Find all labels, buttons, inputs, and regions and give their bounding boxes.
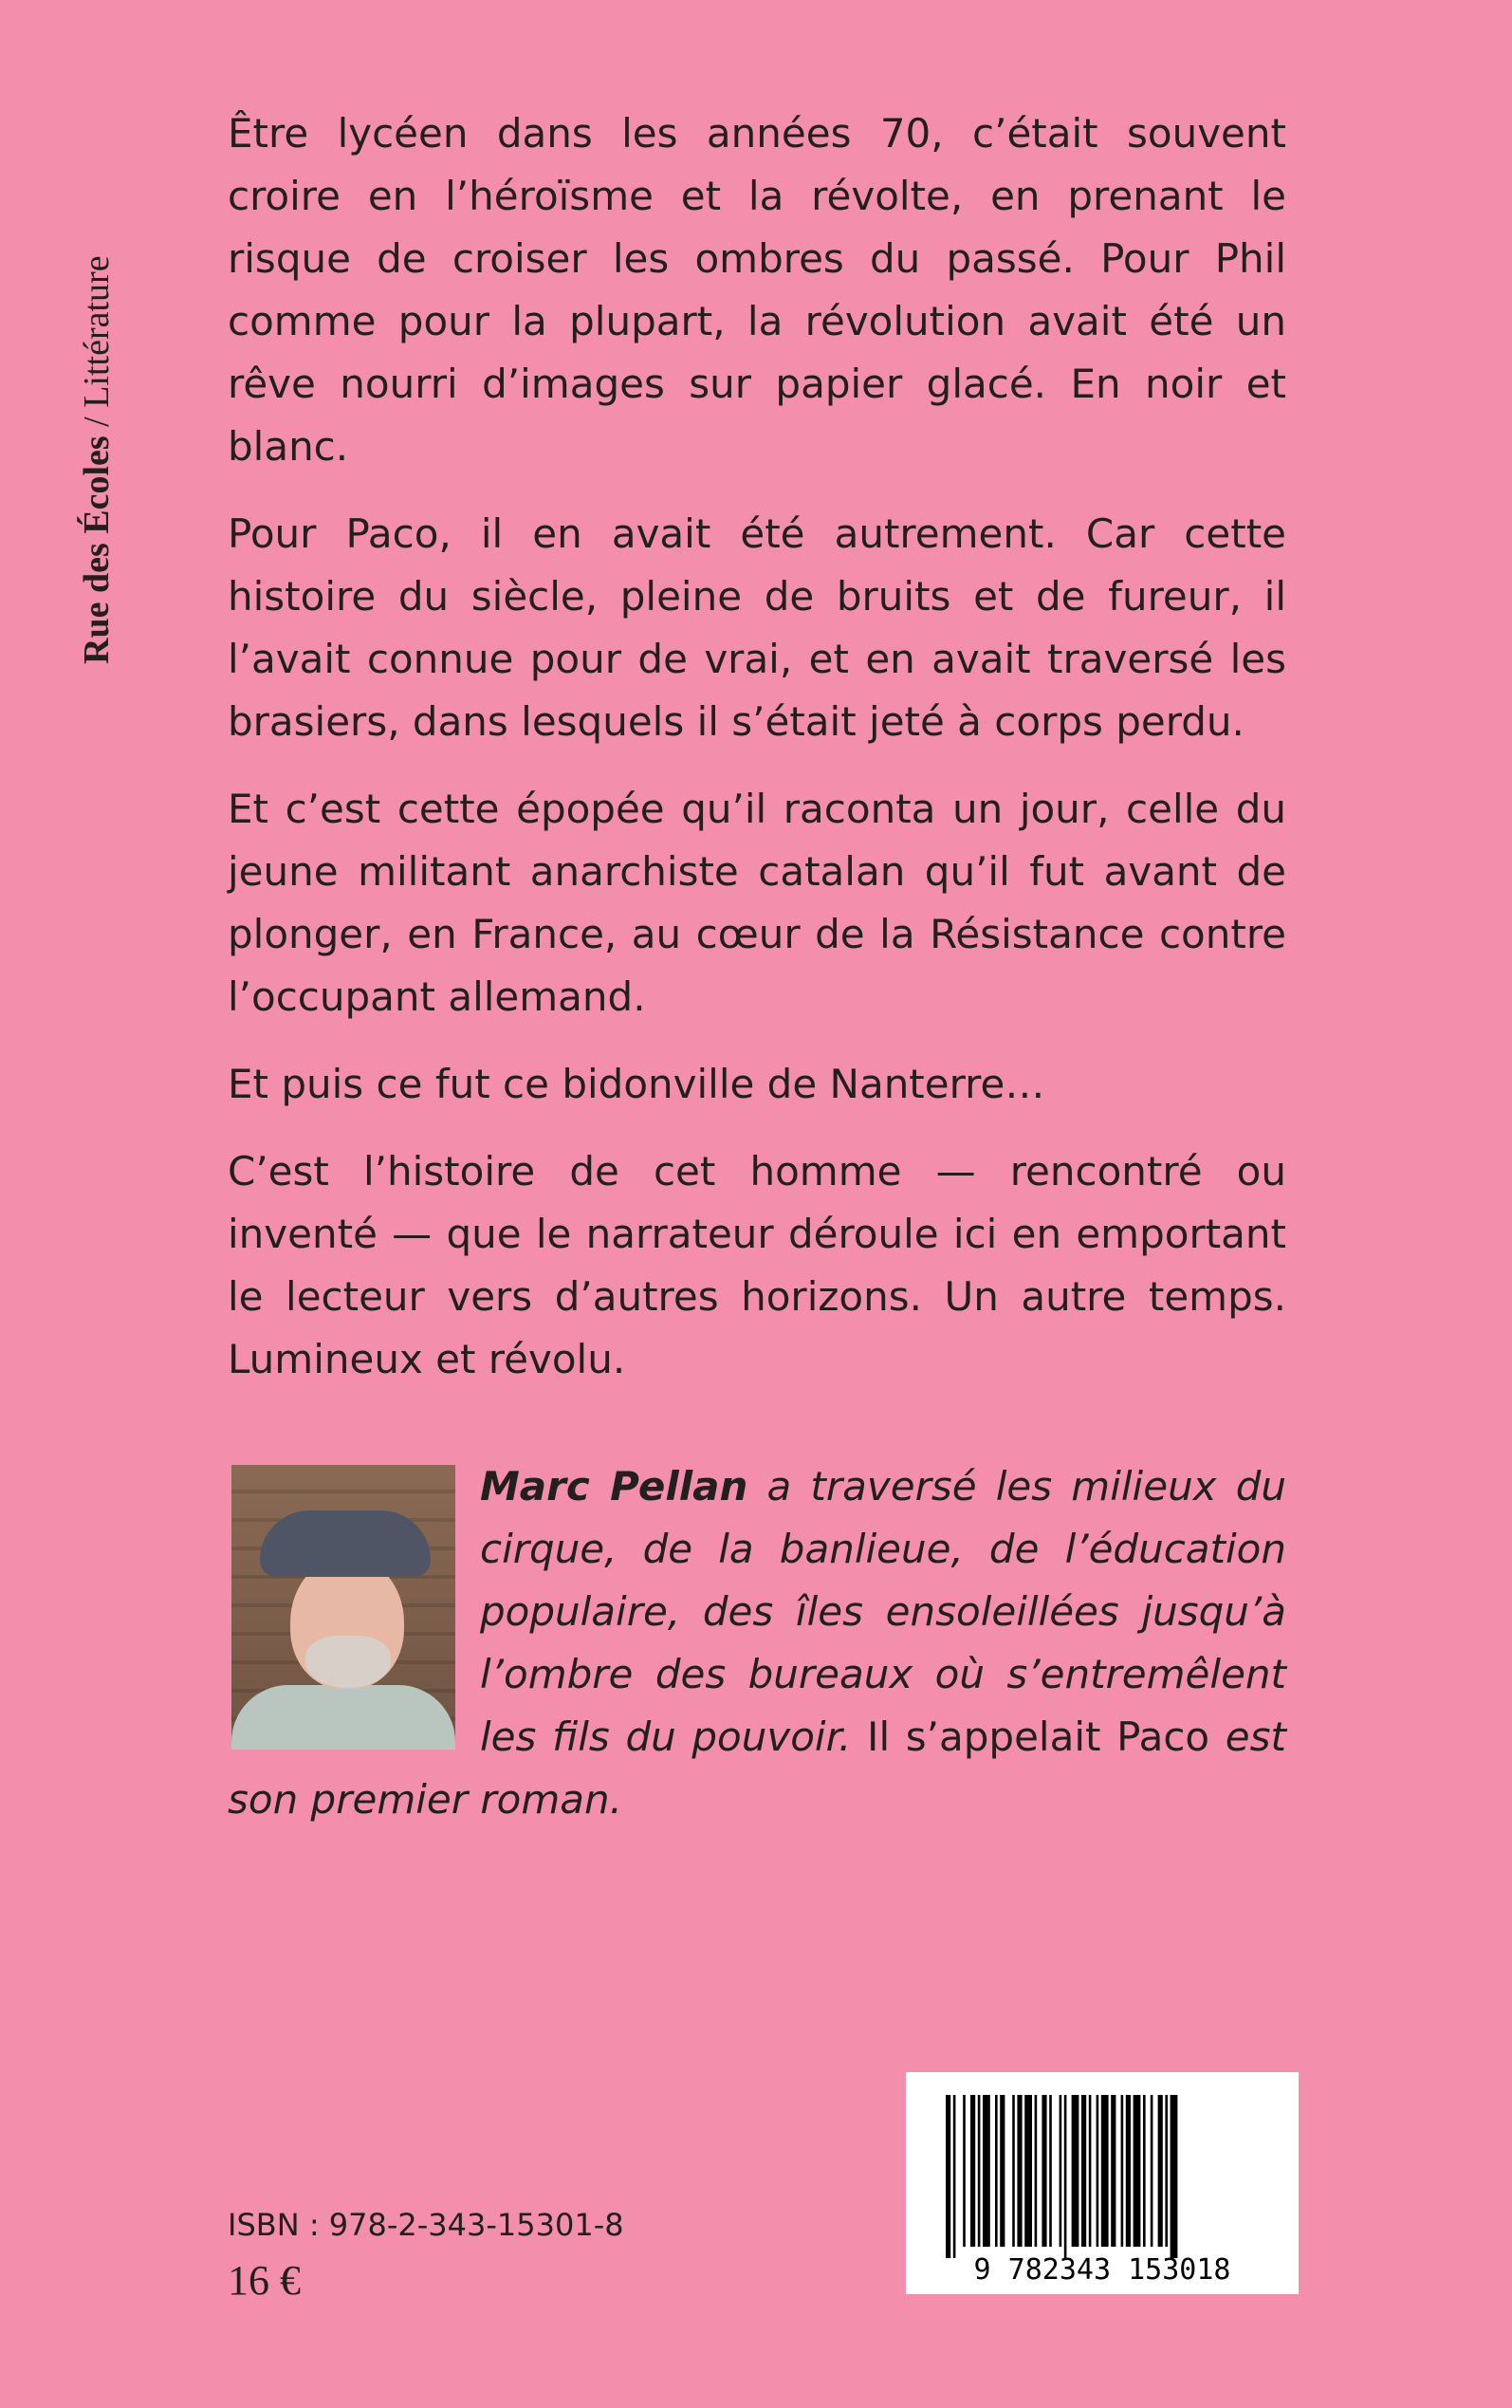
category-name: Littérature (77, 255, 117, 408)
barcode-bar (953, 2095, 956, 2258)
barcode-bar (1024, 2095, 1032, 2247)
author-bio-text: a traversé les milieux du cirque, de la banlieue, de l’éducation populaire, des îles ensoleillées jusqu’à l’ombre des bureaux où s’entremêlent les fils du pouvoir. (480, 1463, 1286, 1760)
barcode-bar (983, 2095, 990, 2247)
author-bio-closing: est son premier roman. (228, 1713, 1286, 1823)
spine-separator: / (77, 407, 117, 436)
barcode-bar (970, 2095, 975, 2247)
blurb-paragraph-5: C’est l’histoire de cet homme — rencontré ou inventé — que le narrateur déroule ici en emportant le lecteur vers d’autres horizons. Un autre temps. Lumineux et révolu. (228, 1148, 1286, 1382)
barcode-bar (1012, 2095, 1015, 2247)
barcode-bar (946, 2095, 950, 2258)
barcode-bar (1158, 2095, 1163, 2247)
barcode-bar (1042, 2095, 1046, 2247)
barcode-bar (1060, 2095, 1062, 2247)
barcode-bar (1111, 2095, 1116, 2247)
blurb-paragraph-4: Et puis ce fut ce bidonville de Nanterre… (228, 1061, 1045, 1107)
barcode-bar (1171, 2095, 1178, 2258)
barcode-bar (1017, 2095, 1022, 2247)
author-photo (231, 1465, 455, 1750)
barcode-bar (1049, 2095, 1052, 2247)
barcode-bar (1121, 2095, 1124, 2247)
barcode (906, 2072, 1299, 2294)
barcode-bar (1035, 2095, 1038, 2247)
author-bio (228, 1455, 1286, 1831)
barcode-bar (1072, 2095, 1079, 2247)
barcode-bar (1165, 2095, 1168, 2247)
barcode-bar (995, 2095, 998, 2247)
barcode-bar (1126, 2095, 1131, 2247)
barcode-bar (1151, 2095, 1153, 2247)
barcode-bar (1101, 2095, 1109, 2247)
barcode-bar (1097, 2095, 1099, 2247)
barcode-bar (1000, 2095, 1005, 2247)
barcode-bar (1064, 2095, 1067, 2258)
series-name: Rue des Écoles (77, 435, 117, 664)
back-cover-blurb (228, 102, 1286, 1416)
blurb-paragraph-3: Et c’est cette épopée qu’il raconta un jour, celle du jeune militant anarchiste catalan qu’il fut avant de plonger, en France, au cœur de la Résistance contre l’occupant allemand. (228, 786, 1286, 1020)
isbn-number: ISBN : 978-2-343-15301-8 (228, 2207, 624, 2243)
barcode-digits: 9 782343 153018 (973, 2253, 1231, 2287)
barcode-bar (978, 2095, 981, 2247)
barcode-bar (1143, 2095, 1146, 2247)
blurb-paragraph-2: Pour Paco, il en avait été autrement. Car cette histoire du siècle, pleine de bruits et de fureur, il l’avait connue pour de vrai, et en avait traversé les brasiers, dans lesquels il s’était jeté à corps perdu. (228, 510, 1286, 745)
author-name: Marc Pellan (480, 1463, 748, 1510)
barcode-bar (1081, 2095, 1086, 2247)
barcode-graphic (906, 2072, 1299, 2294)
blurb-paragraph-1: Être lycéen dans les années 70, c’était souvent croire en l’héroïsme et la révolte, en prenant le risque de croiser les ombres du passé. Pour Phil comme pour la plupart, la révolution avait été un rêve nourri d’images sur papier glacé. En noir et blanc. (228, 110, 1286, 470)
barcode-bar (1134, 2095, 1141, 2247)
spine-label (76, 255, 118, 664)
book-title: Il s’appelait Paco (851, 1713, 1210, 1760)
barcode-bar (1089, 2095, 1092, 2247)
price-label: 16 € (228, 2257, 301, 2304)
barcode-bar (963, 2095, 966, 2247)
